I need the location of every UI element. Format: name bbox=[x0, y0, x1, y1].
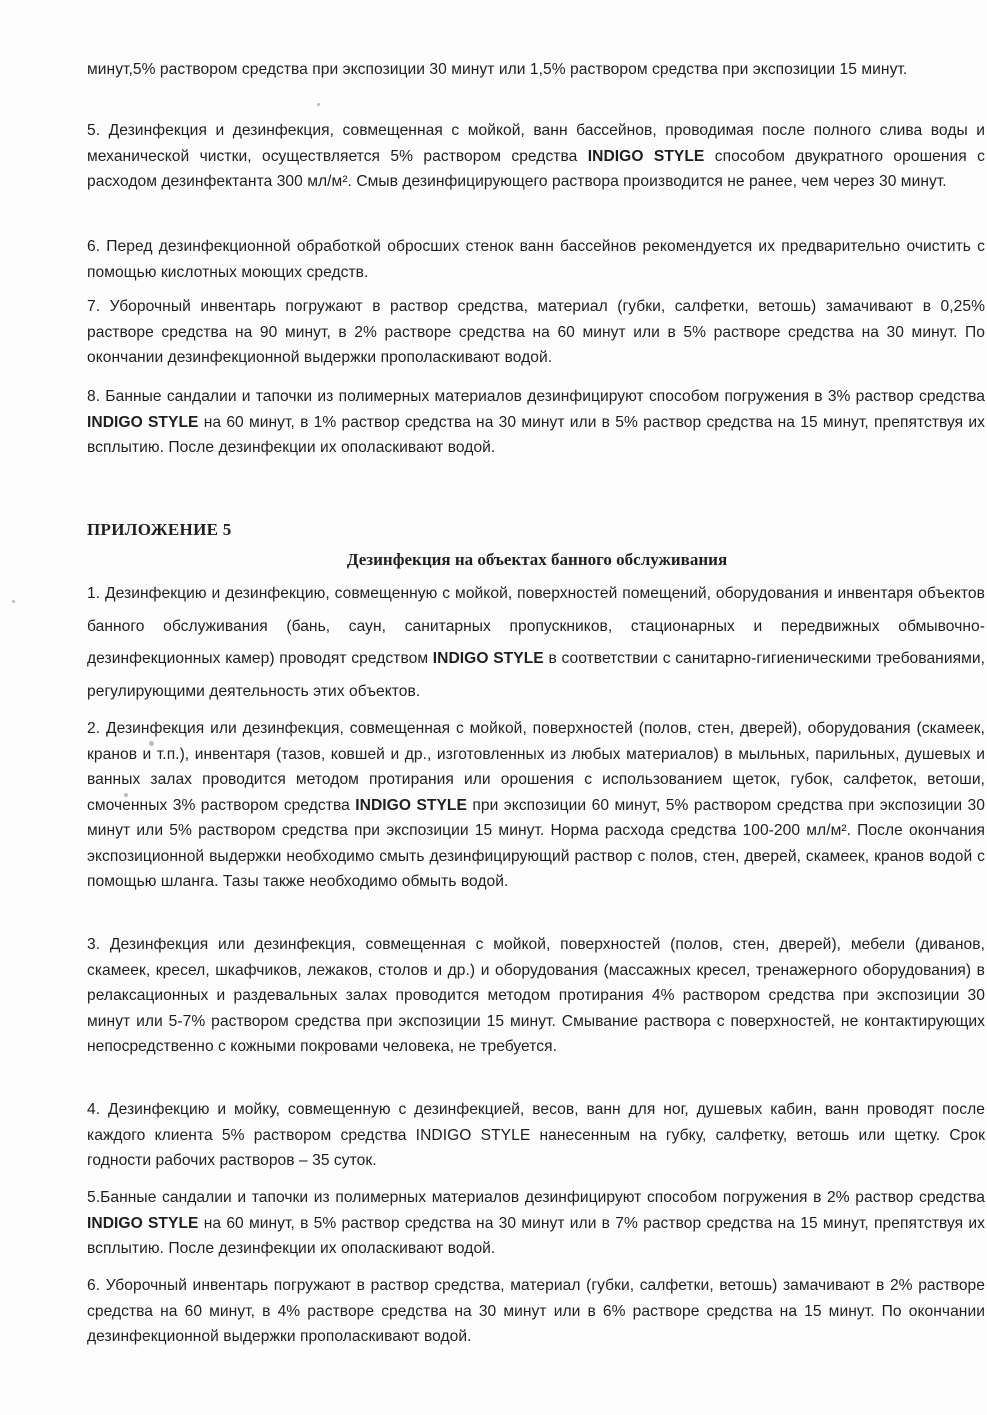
paragraph-7-pools: 7. Уборочный инвентарь погружают в раствор средства, материал (губки, салфетки, ветошь) замачивают в 0,25% растворе средства на 90 минут, в 2% растворе средства на 60 минут или в 5% растворе средства на 30 минут. По окончании дезинфекционной выдержки прополаскивают водой. bbox=[87, 298, 985, 366]
appendix-label: ПРИЛОЖЕНИЕ 5 bbox=[87, 520, 232, 539]
appendix-paragraph-1 bbox=[87, 578, 985, 708]
brand-name: INDIGO STYLE bbox=[87, 413, 199, 431]
carryover-paragraph: минут,5% раствором средства при экспозиции 30 минут или 1,5% раствором средства при экспозиции 15 минут. bbox=[87, 61, 908, 78]
paragraph-text: 1. Дезинфекцию и дезинфекцию, совмещенную с мойкой, поверхностей помещений, оборудования и инвентаря объектов банного обслуживания (бань, саун, санитарных пропускников, стационарных и передвижных обмывочно-дезинфекционных камер) проводят средством bbox=[87, 585, 985, 667]
paragraph-text: на 60 минут, в 5% раствор средства на 30 минут или в 7% раствор средства на 15 минут, препятствуя их всплытию. После дезинфекции их ополаскивают водой. bbox=[87, 1214, 985, 1257]
scan-speck bbox=[124, 793, 128, 797]
paragraph-text: способом двукратного орошения с расходом дезинфектанта 300 мл/м². Смыв дезинфицирующего раствора производится не ранее, чем через 30 минут. bbox=[87, 147, 985, 190]
paragraph-text: 5. Дезинфекция и дезинфекция, совмещенная с мойкой, ванн бассейнов, проводимая после полного слива воды и механической чистки, осуществляется 5% раствором средства bbox=[87, 122, 985, 165]
appendix-paragraph-6: 6. Уборочный инвентарь погружают в раствор средства, материал (губки, салфетки, ветошь) замачивают в 2% растворе средства на 60 минут, в 4% растворе средства на 30 минут или в 6% растворе средства на 15 минут. По окончании дезинфекционной выдержки прополаскивают водой. bbox=[87, 1277, 985, 1345]
scan-speck bbox=[12, 600, 15, 603]
paragraph-text: при экспозиции 60 минут, 5% раствором средства при экспозиции 30 минут или 5% раствором средства при экспозиции 15 минут. Норма расхода средства 100-200 мл/м². После окончания экспозиционной выдержки необходимо смыть дезинфицирующий раствор с полов, стен, дверей, скамеек, кранов водой с помощью шланга. Тазы также необходимо обмыть водой. bbox=[87, 796, 985, 890]
scan-speck bbox=[317, 103, 320, 106]
paragraph-8-pools bbox=[87, 384, 985, 461]
brand-name: INDIGO STYLE bbox=[587, 147, 705, 165]
paragraph-5-pools bbox=[87, 118, 985, 195]
paragraph-text: в соответствии с санитарно-гигиеническими требованиями, регулирующими деятельность этих объектов. bbox=[87, 650, 985, 700]
paragraph-text: 5.Банные сандалии и тапочки из полимерных материалов дезинфицируют способом погружения в 2% раствор средства bbox=[87, 1189, 985, 1206]
appendix-paragraph-4: 4. Дезинфекцию и мойку, совмещенную с дезинфекцией, весов, ванн для ног, душевых кабин, ванн проводят после каждого клиента 5% раствором средства INDIGO STYLE нанесенным на губку, салфетку, ветошь или щетку. Срок годности рабочих растворов – 35 суток. bbox=[87, 1101, 985, 1169]
brand-name: INDIGO STYLE bbox=[355, 796, 467, 814]
paragraph-text: 2. Дезинфекция или дезинфекция, совмещенная с мойкой, поверхностей (полов, стен, дверей), оборудования (скамеек, кранов и т.п.), инвентаря (тазов, ковшей и др., изготовленных из любых материалов) в мыльных, парильных, душевых и ванных залах проводится методом протирания или орошения с использованием щеток, губок, салфеток, ветоши, смоченных 3% раствором средства bbox=[87, 720, 985, 814]
brand-name: INDIGO STYLE bbox=[87, 1214, 199, 1232]
paragraph-text: 8. Банные сандалии и тапочки из полимерных материалов дезинфицируют способом погружения в 3% раствор средства bbox=[87, 388, 985, 405]
appendix-paragraph-2 bbox=[87, 716, 985, 895]
paragraph-text: на 60 минут, в 1% раствор средства на 30 минут или в 5% раствор средства на 15 минут, препятствуя их всплытию. После дезинфекции их ополаскивают водой. bbox=[87, 413, 985, 456]
appendix-paragraph-5 bbox=[87, 1185, 985, 1262]
brand-name: INDIGO STYLE bbox=[432, 650, 544, 667]
paragraph-6-pools: 6. Перед дезинфекционной обработкой обросших стенок ванн бассейнов рекомендуется их предварительно очистить с помощью кислотных моющих средств. bbox=[87, 238, 985, 281]
scan-speck bbox=[149, 741, 154, 746]
appendix-paragraph-3: 3. Дезинфекция или дезинфекция, совмещенная с мойкой, поверхностей (полов, стен, дверей), мебели (диванов, скамеек, кресел, шкафчиков, лежаков, столов и др.) и оборудования (массажных кресел, тренажерного оборудования) в релаксационных и раздевальных залах проводится методом протирания 4% раствором средства при экспозиции 30 минут или 5-7% раствором средства при экспозиции 15 минут. Смывание раствора с поверхностей, не контактирующих непосредственно с кожными покровами человека, не требуется. bbox=[87, 936, 985, 1055]
appendix-title: Дезинфекция на объектах банного обслуживания bbox=[346, 550, 728, 569]
